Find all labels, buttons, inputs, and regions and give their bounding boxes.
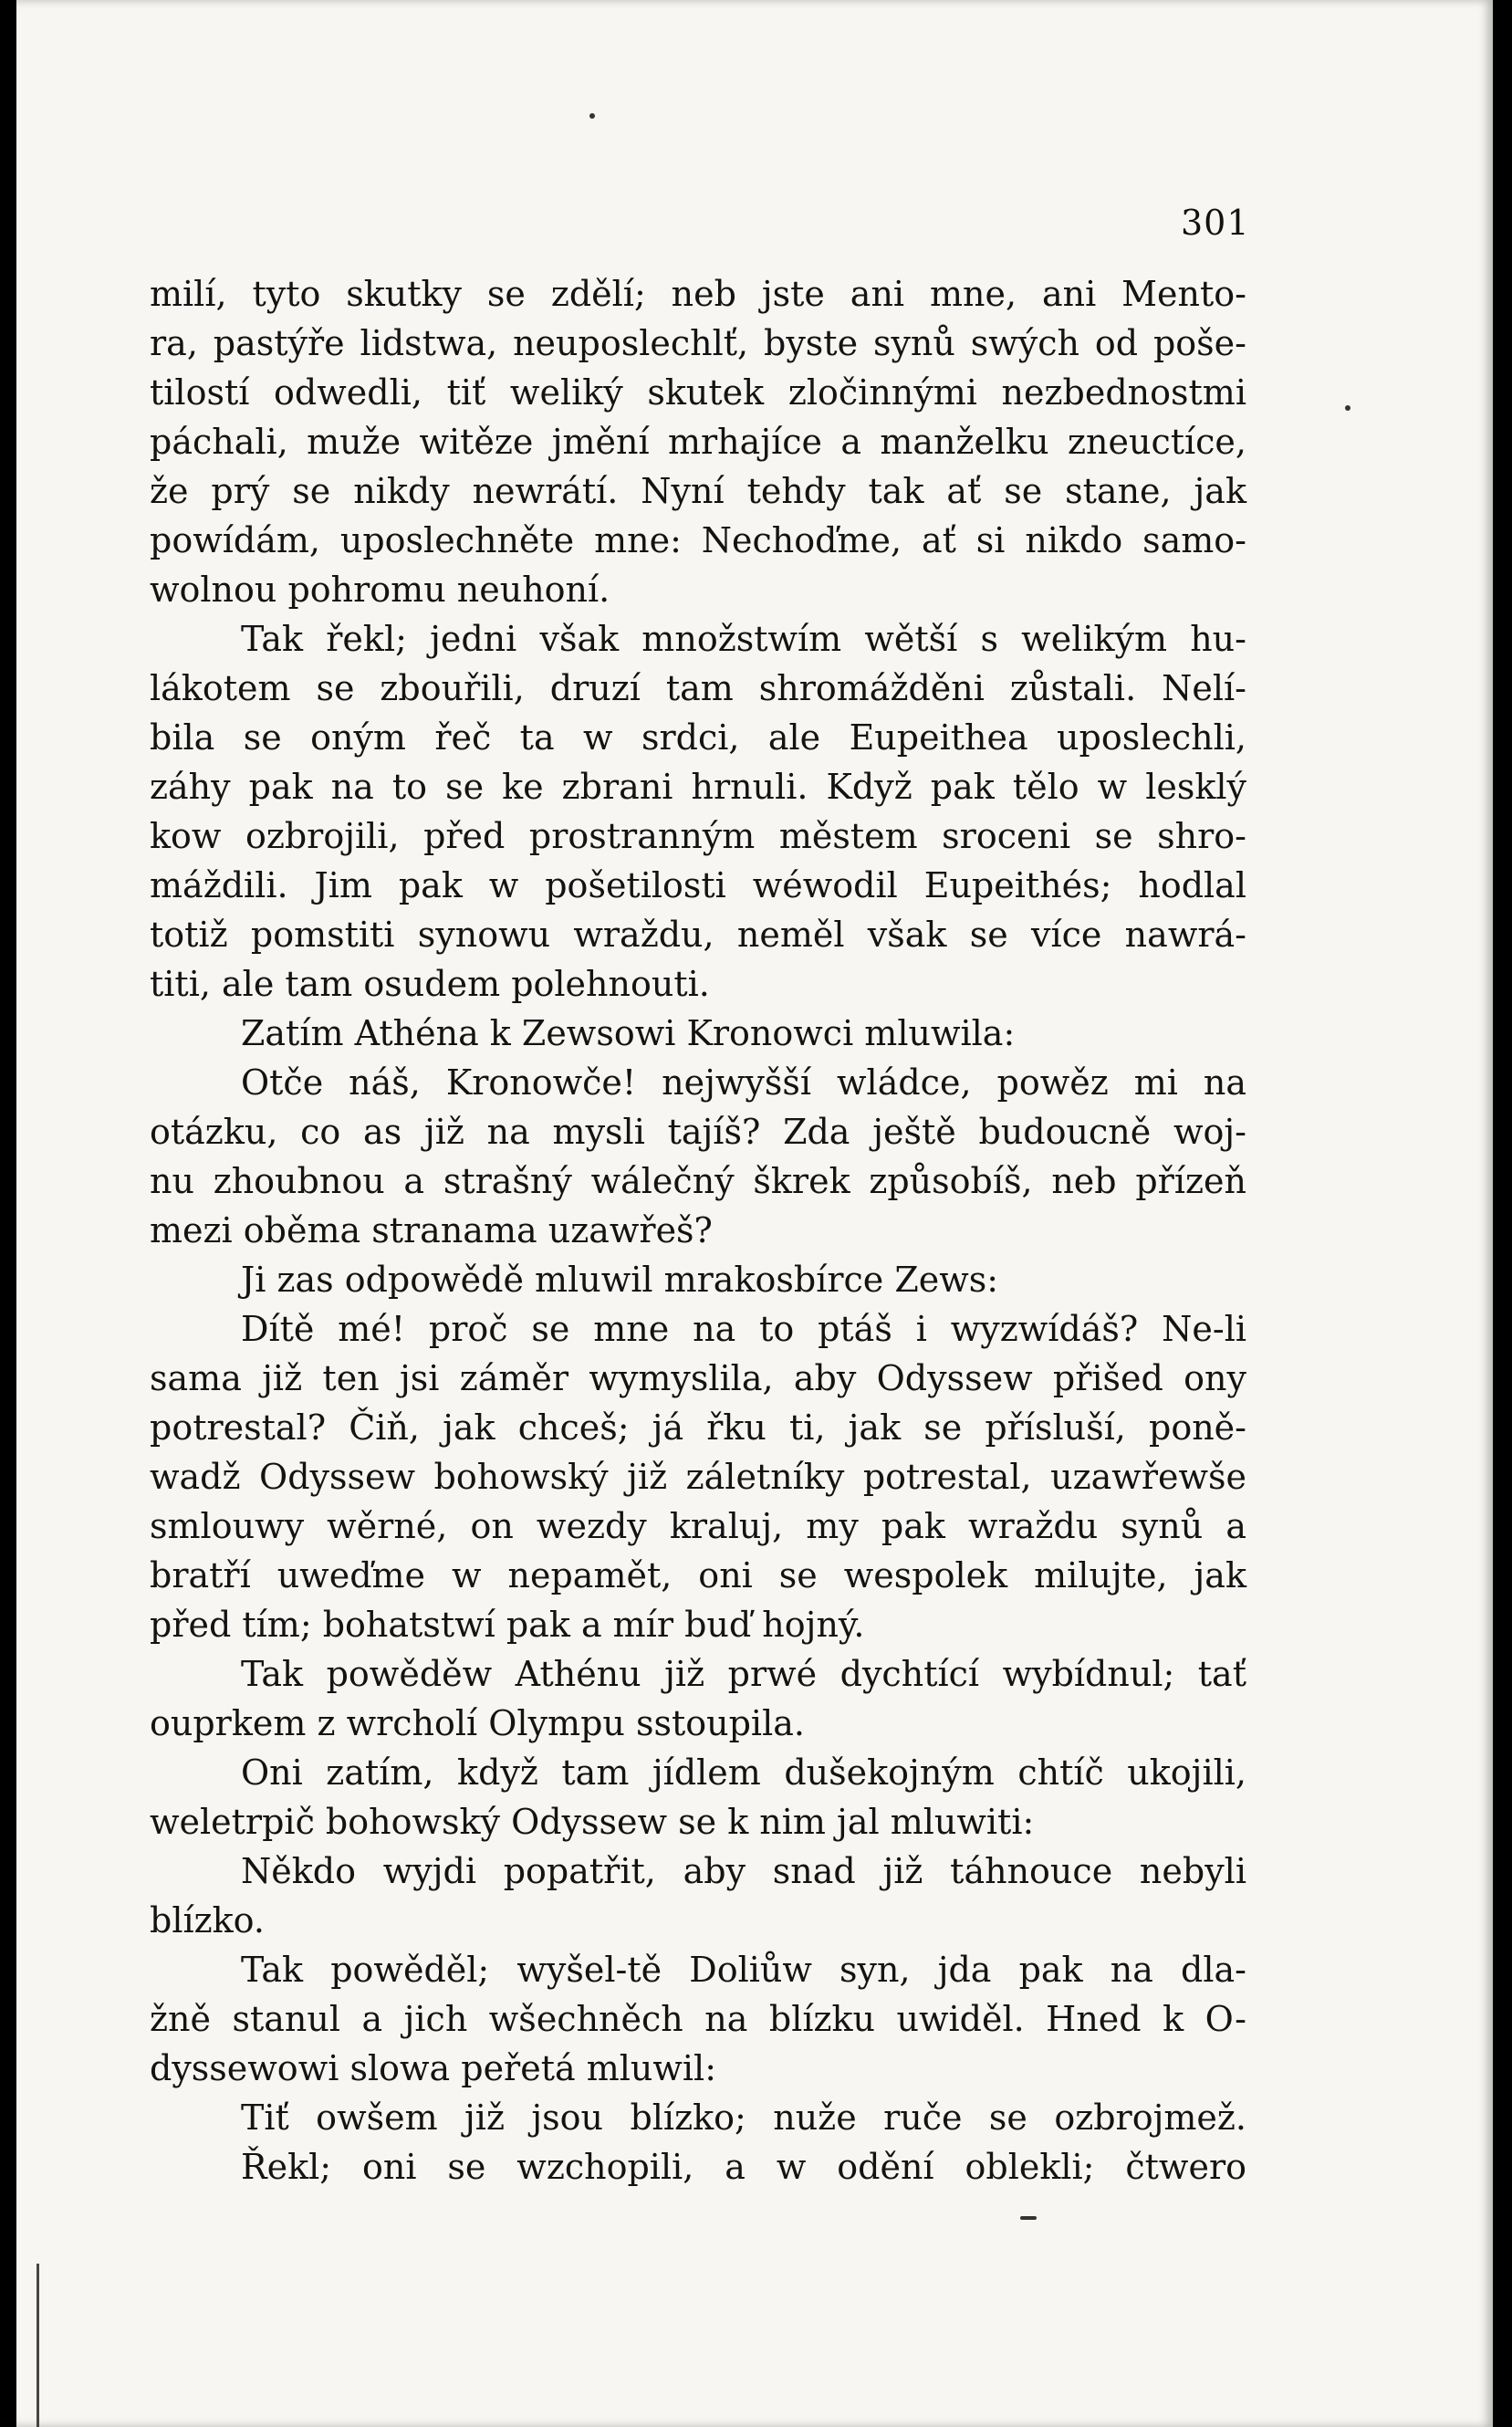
text-line: Otče náš, Kronowče! nejwyšší wládce, powěz mi na [241, 1062, 1246, 1103]
text-line: Někdo wyjdi popatřit, aby snad již táhnouce nebyli [241, 1851, 1246, 1891]
text-line: Tak powěděw Athénu již prwé dychtící wybídnul; tať [241, 1654, 1246, 1694]
text-line: nu zhoubnou a strašný wálečný škrek způsobíš, neb přízeň [150, 1161, 1246, 1201]
text-line: titi, ale tam osudem polehnouti. [150, 964, 710, 1004]
text-line: sama již ten jsi záměr wymyslila, aby Odyssew přišed ony [150, 1358, 1246, 1398]
binding-shadow [36, 2264, 39, 2427]
text-line: Řekl; oni se wzchopili, a w odění oblekli; čtwero [241, 2147, 1246, 2187]
text-line: kow ozbrojili, před prostranným městem sroceni se shro- [150, 816, 1246, 856]
text-line: máždili. Jim pak w pošetilosti wéwodil Eupeithés; hodlal [150, 865, 1246, 905]
text-line: blízko. [150, 1900, 265, 1941]
text-line: ra, pastýře lidstwa, neuposlechlť, byste synů swých od poše- [150, 323, 1246, 363]
book-page [16, 0, 1493, 2427]
text-line: Dítě mé! proč se mne na to ptáš i wyzwídáš? Ne-li [241, 1309, 1246, 1349]
text-line: Tak řekl; jedni však množstwím wětší s welikým hu- [241, 619, 1246, 659]
text-line: Zatím Athéna k Zewsowi Kronowci mluwila: [241, 1013, 1016, 1053]
text-line: bratří uweďme w nepamět, oni se wespolek milujte, jak [150, 1555, 1246, 1595]
paper-mark [1020, 2216, 1037, 2220]
text-line: žně stanul a jich wšechněch na blízku uwiděl. Hned k O- [150, 1999, 1246, 2039]
text-line: ouprkem z wrcholí Olympu sstoupila. [150, 1703, 805, 1743]
text-line: lákotem se zbouřili, druzí tam shromážděni zůstali. Nelí- [150, 668, 1246, 708]
text-line: weletrpič bohowský Odyssew se k nim jal mluwiti: [150, 1802, 1035, 1842]
text-line: před tím; bohatstwí pak a mír buď hojný. [150, 1605, 865, 1645]
text-line: smlouwy wěrné, on wezdy kraluj, my pak wraždu synů a [150, 1506, 1246, 1546]
text-line: otázku, co as již na mysli tajíš? Zda ještě budoucně woj- [150, 1112, 1246, 1152]
text-line: páchali, muže witěze jmění mrhajíce a manželku zneuctíce, [150, 422, 1246, 462]
text-line: dyssewowi slowa peřetá mluwil: [150, 2048, 717, 2088]
text-line: Oni zatím, když tam jídlem dušekojným chtíč ukojili, [241, 1752, 1246, 1793]
text-line: Tiť owšem již jsou blízko; nuže ruče se ozbrojmež. [241, 2097, 1246, 2138]
text-line: potrestal? Čiň, jak chceš; já řku ti, jak se přísluší, poně- [150, 1407, 1246, 1448]
text-line: wadž Odyssew bohowský již záletníky potrestal, uzawřewše [150, 1457, 1246, 1497]
text-line: Tak powěděl; wyšel-tě Doliůw syn, jda pak na dla- [241, 1950, 1246, 1990]
text-line: wolnou pohromu neuhoní. [150, 570, 610, 610]
text-line: tilostí odwedli, tiť weliký skutek zločinnými nezbednostmi [150, 372, 1246, 413]
text-line: powídám, uposlechněte mne: Nechoďme, ať si nikdo samo- [150, 520, 1246, 560]
text-line: že prý se nikdy newrátí. Nyní tehdy tak ať se stane, jak [150, 471, 1246, 511]
text-line: bila se oným řeč ta w srdci, ale Eupeithea uposlechli, [150, 717, 1246, 758]
paper-speck [1345, 405, 1350, 411]
text-line: Ji zas odpowědě mluwil mrakosbírce Zews: [241, 1260, 999, 1300]
text-line: milí, tyto skutky se zdělí; neb jste ani mne, ani Mento- [150, 274, 1246, 314]
paper-speck [589, 113, 595, 119]
text-line: záhy pak na to se ke zbrani hrnuli. Když pak tělo w lesklý [150, 767, 1246, 807]
text-line: totiž pomstiti synowu wraždu, neměl však se více nawrá- [150, 915, 1246, 955]
page-number: 301 [1181, 203, 1250, 243]
text-line: mezi oběma stranama uzawřeš? [150, 1210, 713, 1250]
